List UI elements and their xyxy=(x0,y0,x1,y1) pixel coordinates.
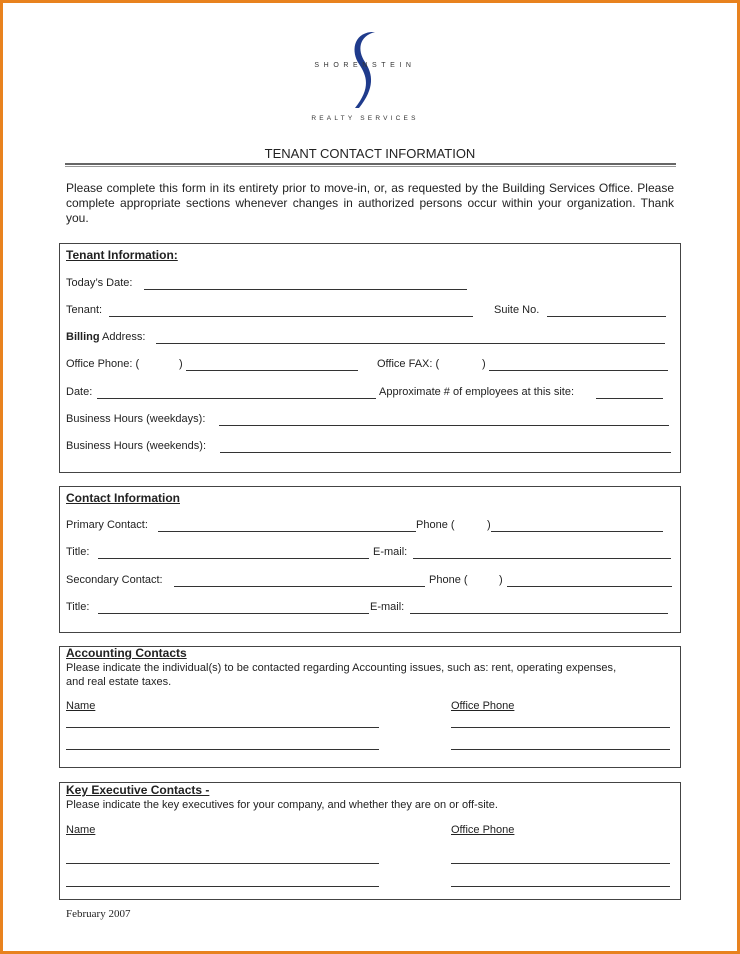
todays-date-label: Today’s Date: xyxy=(66,277,133,289)
accounting-desc-line2: and real estate taxes. xyxy=(66,676,172,688)
executive-phone-field-2[interactable] xyxy=(451,886,670,887)
suite-label: Suite No. xyxy=(494,304,540,316)
accounting-name-field-2[interactable] xyxy=(66,749,379,750)
date-label: Date: xyxy=(66,386,93,398)
executive-heading: Key Executive Contacts - xyxy=(66,783,210,797)
footer-date: February 2007 xyxy=(66,908,131,920)
tenant-heading: Tenant Information: xyxy=(66,248,178,262)
title-rule-thin xyxy=(65,166,676,167)
suite-field[interactable] xyxy=(547,316,666,317)
date-field[interactable] xyxy=(97,398,376,399)
logo-wordmark: SHORENSTEIN xyxy=(314,62,416,69)
accounting-heading: Accounting Contacts xyxy=(66,646,187,660)
secondary-contact-field[interactable] xyxy=(174,586,425,587)
todays-date-field[interactable] xyxy=(144,289,467,290)
secondary-title-field[interactable] xyxy=(98,613,369,614)
accounting-phone-field-2[interactable] xyxy=(451,749,670,750)
secondary-email-field[interactable] xyxy=(410,613,668,614)
primary-contact-field[interactable] xyxy=(158,531,416,532)
tenant-field[interactable] xyxy=(109,316,473,317)
billing-address-field[interactable] xyxy=(156,343,665,344)
contact-heading: Contact Information xyxy=(66,491,180,505)
primary-contact-label: Primary Contact: xyxy=(66,519,148,531)
primary-phone-label: Phone ( xyxy=(416,519,455,531)
accounting-name-field-1[interactable] xyxy=(66,727,379,728)
secondary-phone-label: Phone ( xyxy=(429,574,468,586)
approx-employees-field[interactable] xyxy=(596,398,663,399)
accounting-name-header: Name xyxy=(66,700,96,712)
primary-title-field[interactable] xyxy=(98,558,369,559)
accounting-desc-line1: Please indicate the individual(s) to be contacted regarding Accounting issues, such as: rent, operating expenses, xyxy=(66,662,617,674)
office-fax-field[interactable] xyxy=(489,370,668,371)
secondary-title-label: Title: xyxy=(66,601,90,613)
logo-s-mark xyxy=(345,30,379,110)
billing-bold: Billing xyxy=(66,331,100,343)
billing-address-rest: Address: xyxy=(99,331,146,343)
executive-name-field-2[interactable] xyxy=(66,886,379,887)
title-rule xyxy=(65,163,676,165)
executive-phone-header: Office Phone xyxy=(451,824,515,836)
tenant-information-section xyxy=(59,243,681,473)
secondary-phone-paren: ) xyxy=(499,574,503,586)
office-fax-label: Office FAX: ( xyxy=(377,358,440,370)
hours-weekends-field[interactable] xyxy=(220,452,671,453)
executive-name-field-1[interactable] xyxy=(66,863,379,864)
executive-name-header: Name xyxy=(66,824,96,836)
intro-paragraph: Please complete this form in its entirety prior to move-in, or, as requested by the Building Services Office. Please complete appropriate sections whenever changes in authorized persons occur within your organization. Thank you. xyxy=(66,181,674,225)
executive-desc: Please indicate the key executives for your company, and whether they are on or off-site. xyxy=(66,799,498,811)
primary-title-label: Title: xyxy=(66,546,90,558)
company-logo xyxy=(290,30,440,125)
accounting-phone-field-1[interactable] xyxy=(451,727,670,728)
office-phone-label: Office Phone: ( xyxy=(66,358,140,370)
executive-phone-field-1[interactable] xyxy=(451,863,670,864)
secondary-email-label: E-mail: xyxy=(370,601,405,613)
primary-phone-paren: ) xyxy=(487,519,491,531)
logo-subtitle: REALTY SERVICES xyxy=(311,115,419,122)
hours-weekdays-field[interactable] xyxy=(219,425,669,426)
tenant-label: Tenant: xyxy=(66,304,103,316)
office-phone-paren: ) xyxy=(179,358,183,370)
approx-employees-label: Approximate # of employees at this site: xyxy=(379,386,575,398)
secondary-contact-label: Secondary Contact: xyxy=(66,574,163,586)
secondary-phone-field[interactable] xyxy=(507,586,672,587)
hours-weekdays-label: Business Hours (weekdays): xyxy=(66,413,206,425)
accounting-phone-header: Office Phone xyxy=(451,700,515,712)
form-title: TENANT CONTACT INFORMATION xyxy=(264,146,476,161)
primary-phone-field[interactable] xyxy=(491,531,663,532)
hours-weekends-label: Business Hours (weekends): xyxy=(66,440,207,452)
primary-email-field[interactable] xyxy=(413,558,671,559)
office-fax-paren: ) xyxy=(482,358,486,370)
office-phone-field[interactable] xyxy=(186,370,358,371)
primary-email-label: E-mail: xyxy=(373,546,408,558)
billing-address-label xyxy=(66,331,145,344)
